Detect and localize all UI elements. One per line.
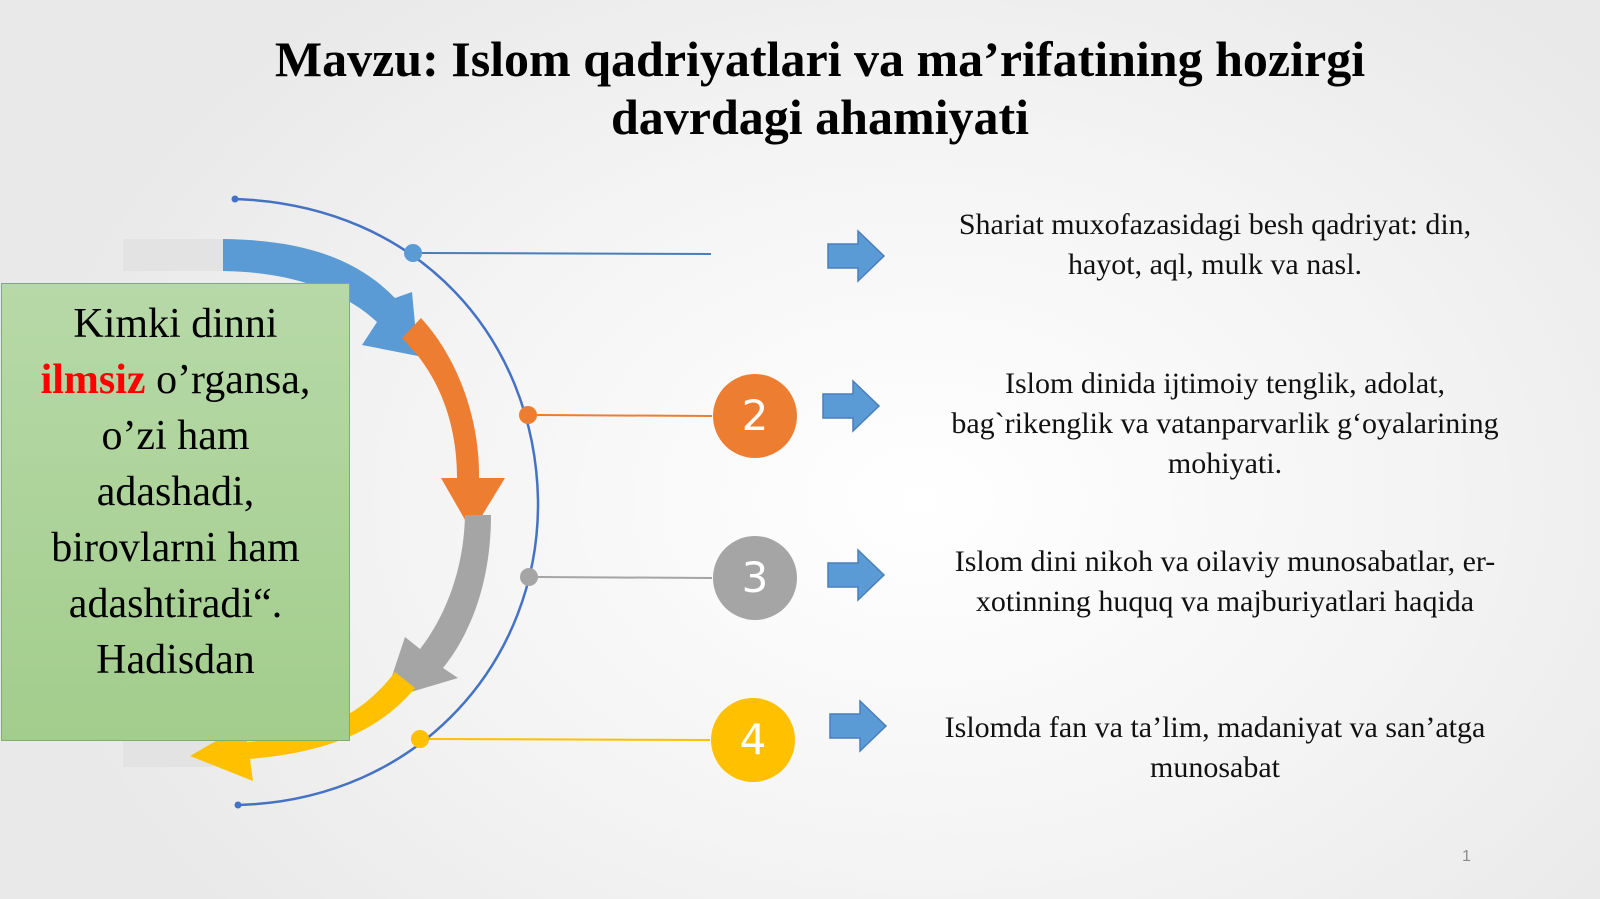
connector-line-1 — [422, 253, 711, 254]
item-text-line: Islomda fan va ta’lim, madaniyat va san’atga — [944, 711, 1486, 744]
connector-line-4 — [429, 739, 710, 740]
title-line-1: Mavzu: Islom qadriyatlari va ma’rifatining hozirgi — [274, 31, 1366, 87]
item-text-line: munosabat — [1150, 751, 1280, 784]
item-text-line: xotinning huquq va majburiyatlari haqida — [975, 585, 1475, 618]
quote-line: Kimki dinni — [73, 301, 278, 347]
quote-line: birovlarni ham — [51, 525, 300, 571]
connector-dot-3 — [520, 568, 538, 586]
quote-line: adashadi, — [96, 469, 255, 515]
item-text-1 — [905, 205, 1525, 285]
gray-bar-top — [123, 239, 223, 271]
item-text-3 — [905, 542, 1545, 622]
right-arrow-icon — [823, 381, 879, 431]
item-text-2 — [905, 364, 1545, 484]
quote-line: Hadisdan — [96, 637, 255, 683]
item-text-line: Islom dinida ijtimoiy tenglik, adolat, — [1005, 367, 1445, 400]
quote-line-rest: o’rgansa, — [145, 357, 311, 403]
connector-line-3 — [538, 577, 712, 578]
item-text-line: mohiyati. — [1167, 447, 1283, 480]
item-text-line: Shariat muxofazasidagi besh qadriyat: din, — [958, 208, 1472, 241]
curved-arrow-orange — [402, 318, 505, 532]
right-arrow-icon — [830, 701, 886, 751]
curved-arrow-gray — [384, 515, 491, 700]
item-text-line: bag`rikenglik va vatanparvarlik g‘oyalarining — [951, 407, 1499, 440]
step-number-3: 3 — [713, 536, 797, 620]
connector-dot-1 — [404, 244, 422, 262]
quote-highlight: ilmsiz — [40, 357, 146, 403]
right-arrow-icon — [828, 231, 884, 281]
quote-line — [2, 352, 349, 408]
hadith-quote-box — [1, 283, 350, 741]
item-text-line: hayot, aql, mulk va nasl. — [1067, 248, 1363, 281]
arc-end-dot — [235, 802, 242, 809]
quote-line: adashtiradi“. — [68, 581, 283, 627]
connector-dot-2 — [519, 406, 537, 424]
slide-title — [200, 30, 1440, 146]
step-number-2: 2 — [713, 374, 797, 458]
right-arrow-icon — [828, 550, 884, 600]
connector-line-2 — [537, 415, 712, 416]
connector-dot-4 — [411, 730, 429, 748]
quote-line: o’zi ham — [101, 413, 250, 459]
step-number-4: 4 — [711, 698, 795, 782]
page-number: 1 — [1462, 848, 1471, 865]
arc-start-dot — [232, 196, 239, 203]
item-text-line: Islom dini nikoh va oilaviy munosabatlar, er- — [954, 545, 1496, 578]
item-text-4 — [905, 708, 1525, 788]
title-line-2: davrdagi ahamiyati — [610, 89, 1030, 145]
